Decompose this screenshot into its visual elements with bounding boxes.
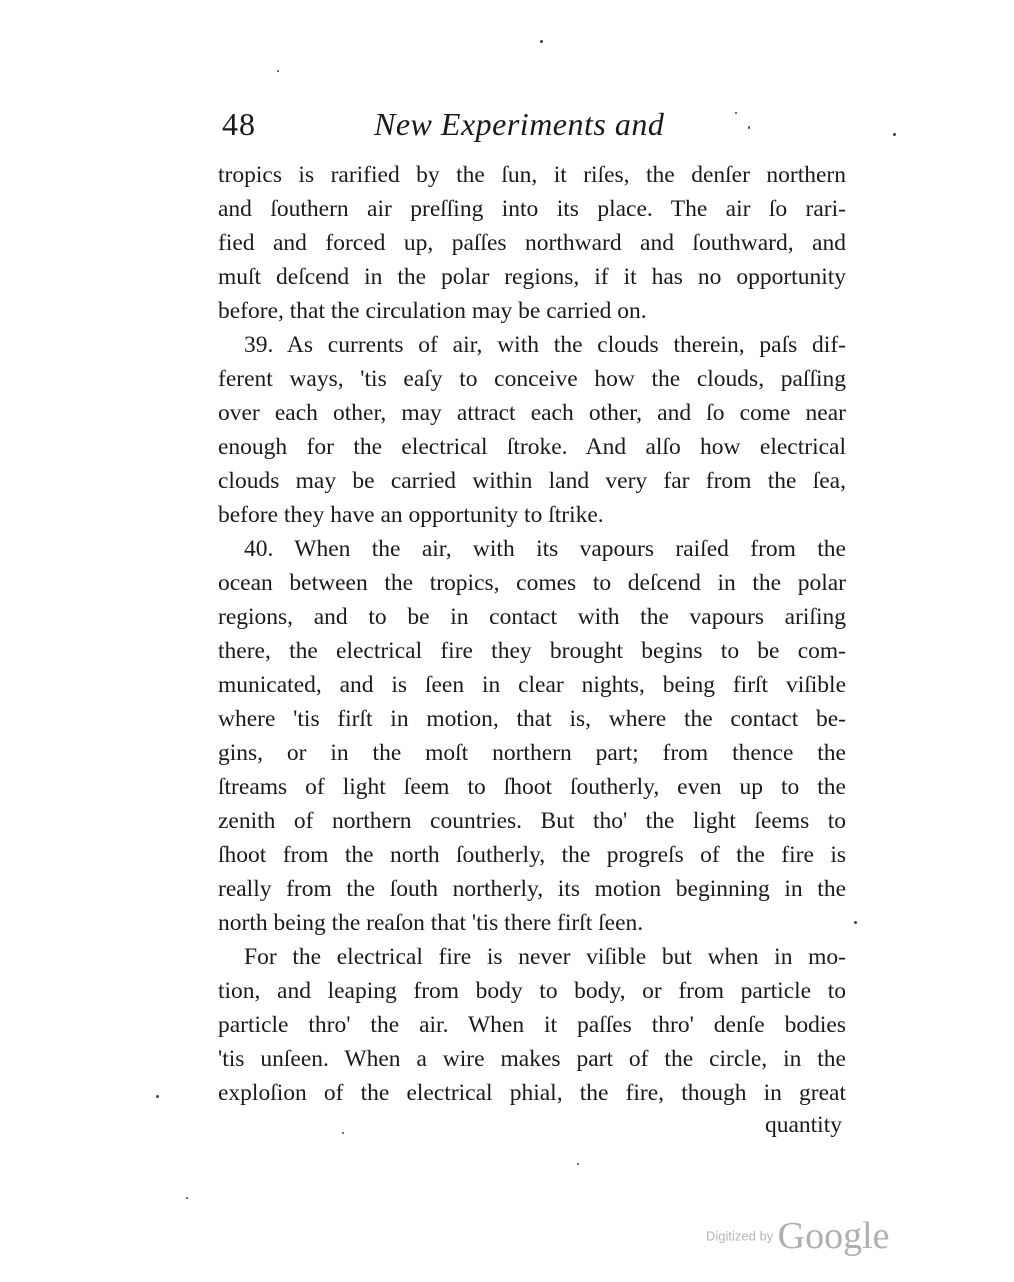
scan-speck <box>748 126 750 129</box>
paragraph-start: For the electrical fire is never viſible but when in mo- <box>244 944 846 970</box>
text-line: before they have an opportunity to ſtrike. <box>218 502 604 528</box>
scan-speck <box>342 1132 344 1134</box>
text-line: exploſion of the electrical phial, the fire, though in great <box>218 1080 846 1106</box>
text-line: really from the ſouth northerly, its motion beginning in the <box>218 876 846 902</box>
scan-speck <box>735 112 737 114</box>
text-line: tion, and leaping from body to body, or from particle to <box>218 978 846 1004</box>
scan-speck <box>893 133 896 136</box>
scan-speck <box>854 921 857 924</box>
text-line: zenith of northern countries. But tho' the light ſeems to <box>218 808 846 834</box>
watermark-prefix: Digitized by <box>706 1228 774 1244</box>
text-line: fied and forced up, paſſes northward and ſouthward, and <box>218 230 846 256</box>
text-line: ſtreams of light ſeem to ſhoot ſoutherly, even up to the <box>218 774 846 800</box>
text-line: north being the reaſon that 'tis there firſt ſeen. <box>218 910 644 936</box>
text-line: muſt deſcend in the polar regions, if it has no opportunity <box>218 264 846 290</box>
text-line: and ſouthern air preſſing into its place. The air ſo rari- <box>218 196 846 222</box>
page-header <box>222 106 782 156</box>
scan-speck <box>577 1163 579 1165</box>
catchword: quantity <box>764 1112 842 1138</box>
text-line: where 'tis firſt in motion, that is, where the contact be- <box>218 706 846 732</box>
text-line: ferent ways, 'tis eaſy to conceive how the clouds, paſſing <box>218 366 846 392</box>
running-head: New Experiments and <box>374 106 665 142</box>
scan-speck <box>540 40 543 43</box>
text-line: 'tis unſeen. When a wire makes part of the circle, in the <box>218 1046 846 1072</box>
google-logo: Google <box>777 1215 890 1257</box>
scan-speck <box>156 1095 159 1098</box>
text-line: ocean between the tropics, comes to deſcend in the polar <box>218 570 846 596</box>
text-line: regions, and to be in contact with the vapours ariſing <box>218 604 846 630</box>
text-line: there, the electrical fire they brought begins to be com- <box>218 638 846 664</box>
page-number: 48 <box>222 106 256 142</box>
text-line: municated, and is ſeen in clear nights, being firſt viſible <box>218 672 846 698</box>
text-line: gins, or in the moſt northern part; from thence the <box>218 740 846 766</box>
text-line: particle thro' the air. When it paſſes thro' denſe bodies <box>218 1012 846 1038</box>
text-line: ſhoot from the north ſoutherly, the progreſs of the fire is <box>218 842 846 868</box>
text-line: over each other, may attract each other, and ſo come near <box>218 400 846 426</box>
paragraph-39-start: 39. As currents of air, with the clouds therein, paſs dif- <box>244 332 846 358</box>
text-line: clouds may be carried within land very far from the ſea, <box>218 468 846 494</box>
paragraph-40-start: 40. When the air, with its vapours raiſed from the <box>244 536 846 562</box>
text-line: before, that the circulation may be carried on. <box>218 298 647 324</box>
scan-speck <box>277 70 279 72</box>
scan-speck <box>186 1197 188 1199</box>
text-line: enough for the electrical ſtroke. And alſo how electrical <box>218 434 846 460</box>
digitized-watermark <box>706 1214 890 1258</box>
text-line: tropics is rarified by the ſun, it riſes, the denſer northern <box>218 162 846 188</box>
body-text <box>218 158 846 1110</box>
